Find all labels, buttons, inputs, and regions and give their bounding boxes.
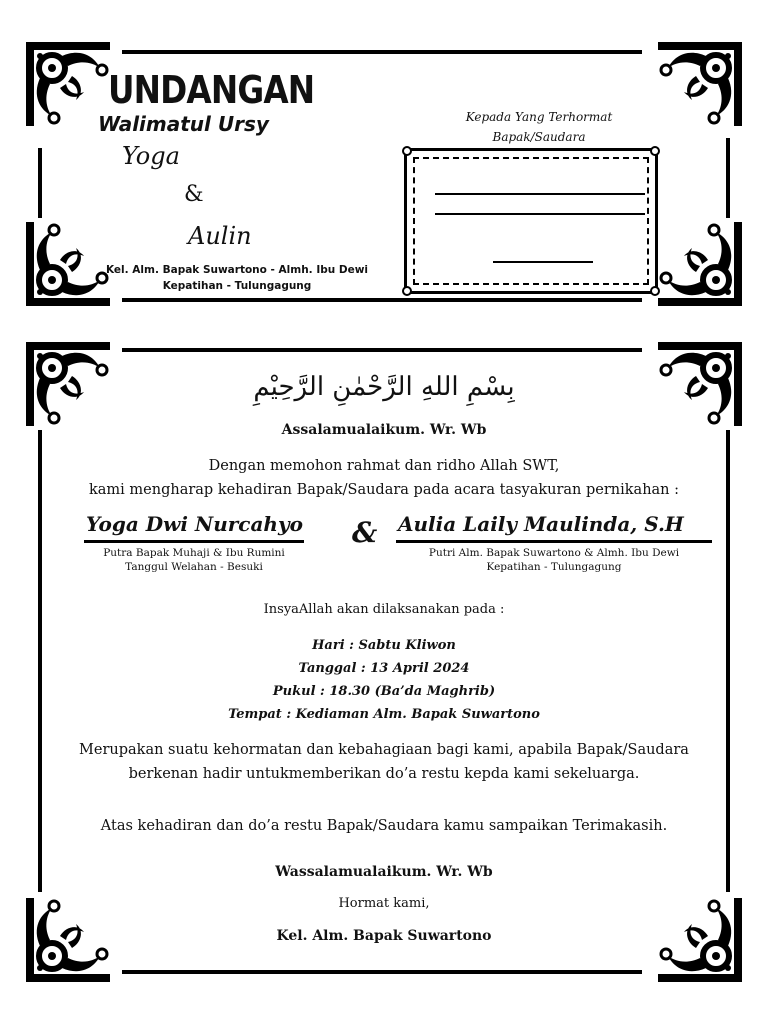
corner-ring-icon (650, 146, 660, 156)
groom-address: Tanggul Welahan - Besuki (125, 561, 263, 573)
frame-line-top (122, 50, 642, 54)
closing-line-2: berkenan hadir untukmemberikan do’a restu kepda kami sekeluarga. (128, 766, 640, 782)
corner-ring-icon (402, 286, 412, 296)
cover-family-line: Kel. Alm. Bapak Suwartono - Almh. Ibu Dewi (105, 264, 369, 276)
address-heading-recipient: Bapak/Saudara (492, 130, 586, 144)
envelope-cover (22, 38, 746, 310)
cover-ampersand: & (184, 182, 204, 207)
address-box-inner-border (413, 157, 649, 285)
address-line-street (435, 213, 645, 215)
intro-line-1: Dengan memohon rahmat dan ridho Allah SWT, (208, 458, 560, 474)
event-time: Pukul : 18.30 (Ba’da Maghrib) (272, 684, 496, 699)
frame-line-left (38, 148, 42, 218)
scroll-ornament-icon (654, 38, 746, 130)
bismillah-calligraphy: بِسْمِ اللهِ الرَّحْمٰنِ الرَّحِيْمِ (253, 372, 515, 402)
closing-greeting: Wassalamualaikum. Wr. Wb (275, 864, 493, 880)
cover-bride-name: Aulin (188, 222, 252, 250)
schedule-intro: InsyaAllah akan dilaksanakan pada : (263, 602, 505, 617)
bride-address: Kepatihan - Tulungagung (486, 561, 622, 573)
family-signature: Kel. Alm. Bapak Suwartono (276, 928, 492, 944)
intro-line-2: kami mengharap kehadiran Bapak/Saudara pada acara tasyakuran pernikahan : (88, 482, 680, 498)
event-date: Tanggal : 13 April 2024 (298, 661, 470, 676)
address-box (404, 148, 658, 294)
address-heading: Kepada Yang Terhormat (465, 110, 613, 124)
thanks-line: Atas kehadiran dan do’a restu Bapak/Saudara kamu sampaikan Terimakasih. (100, 818, 668, 834)
corner-ring-icon (402, 146, 412, 156)
frame-line-bottom (122, 970, 642, 974)
address-line-name (435, 193, 645, 195)
event-place: Tempat : Kediaman Alm. Bapak Suwartono (228, 707, 540, 722)
groom-full-name: Yoga Dwi Nurcahyo (86, 512, 303, 536)
bride-underline (396, 540, 712, 543)
regards-text: Hormat kami, (338, 896, 430, 911)
frame-line-bottom (122, 298, 642, 302)
event-day: Hari : Sabtu Kliwon (312, 638, 456, 653)
cover-groom-name: Yoga (122, 142, 180, 170)
cover-family-address: Kepatihan - Tulungagung (162, 280, 312, 292)
bride-parents: Putri Alm. Bapak Suwartono & Almh. Ibu Dewi (428, 547, 680, 559)
frame-line-right (726, 138, 730, 218)
groom-parents: Putra Bapak Muhaji & Ibu Rumini (103, 547, 285, 559)
scroll-ornament-icon (654, 218, 746, 310)
address-line-city (493, 261, 593, 263)
opening-greeting: Assalamualaikum. Wr. Wb (281, 422, 487, 438)
cover-title: UNDANGAN (108, 68, 315, 112)
frame-line-top (122, 348, 642, 352)
invitation-card (22, 338, 746, 986)
cover-subtitle: Walimatul Ursy (98, 112, 269, 136)
closing-line-1: Merupakan suatu kehormatan dan kebahagiaan bagi kami, apabila Bapak/Saudara (79, 742, 689, 758)
bride-full-name: Aulia Laily Maulinda, S.H (398, 512, 684, 536)
corner-ring-icon (650, 286, 660, 296)
couple-ampersand: & (352, 516, 378, 549)
groom-underline (84, 540, 304, 543)
